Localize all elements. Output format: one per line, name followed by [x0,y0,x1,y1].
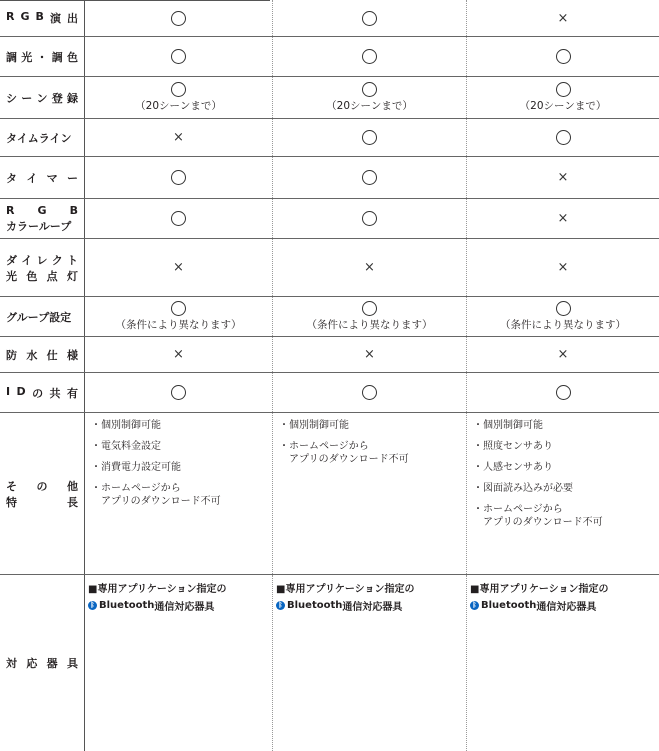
cell-rgb-3 [467,0,659,36]
label-top [6,478,78,494]
cell-dim-1 [85,37,273,76]
cell-timer-1 [85,157,273,198]
cell-scene-1 [85,77,273,118]
label-chars-char: 具 [66,657,78,670]
feature-list-2 [273,413,467,574]
label-chars [6,10,78,26]
label-chars-char: の [32,386,44,400]
label-bottom-char: 特 [6,495,17,509]
label-text: タイムライン [6,131,72,145]
cross-mark-icon: × [557,170,569,185]
row-other-features [0,413,659,575]
cell-rgbloop-1 [85,199,273,238]
label-chars-char: マ [46,171,58,185]
label-chars [6,90,78,106]
cross-mark-icon: × [557,347,569,362]
device-compat-text: 通信対応器具 [342,602,403,613]
feature-item [473,482,659,495]
bluetooth-word: Bluetooth [481,600,537,611]
label-bottom [6,268,78,284]
cell-idshare-3 [467,373,659,412]
device-cell-2 [273,575,467,751]
feature-item [279,440,466,466]
row-label-text [6,130,78,146]
label-chars-char: 調 [6,50,17,64]
cell-note: （20シーンまで） [326,100,413,112]
label-chars [6,49,78,65]
label-chars-char: 器 [46,657,58,670]
cell-timeline-2 [273,119,467,156]
row-rgbloop [0,199,659,239]
row-label-direct [0,239,85,296]
row-label-timeline [0,119,85,156]
device-line2 [88,598,272,613]
label-chars-char: I [6,384,11,398]
cell-timer-2 [273,157,467,198]
circle-mark-icon [171,170,186,185]
row-label-text [6,170,78,186]
feature-item [91,419,272,432]
feature-text-cont: アプリのダウンロード不可 [483,517,603,528]
row-label-text [6,347,78,363]
cell-note: （条件により異なります） [115,319,242,331]
cross-mark-icon: × [557,260,569,275]
label-text: グループ設定 [6,310,72,324]
label-top-char: レ [36,253,48,267]
feature-text: ・消費電力設定可能 [91,462,181,473]
device-line1: ■専用アプリケーション指定の [470,584,609,595]
cell-waterproof-3 [467,337,659,372]
cell-group-2 [273,297,467,336]
row-label-devices [0,575,85,751]
cell-scene-2 [273,77,467,118]
feature-item [91,482,272,508]
row-dim [0,37,659,77]
label-top-char: ダ [6,253,17,267]
circle-mark-icon [362,11,377,26]
feature-text: ・ホームページから [279,441,369,452]
circle-mark-icon [362,301,377,316]
cross-mark-icon: × [173,130,184,145]
cell-timeline-1 [85,119,273,156]
label-chars-char: ン [36,91,48,105]
label-chars-char: ・ [36,50,48,64]
label-top-char: の [36,479,48,493]
label-chars-char: D [16,384,26,398]
label-top [6,252,78,268]
label-bottom-char: 光 [6,269,17,283]
cell-waterproof-1 [85,337,273,372]
feature-item [473,503,659,529]
circle-mark-icon [556,82,571,97]
feature-text: ・人感センサあり [473,462,553,473]
circle-mark-icon [362,170,377,185]
bluetooth-icon: ᛒ [470,601,479,610]
label-chars-char: R [6,10,15,23]
row-label-text [6,90,78,106]
label-top-char: イ [21,253,33,267]
label-top-char: そ [6,479,17,493]
label-chars-char: 光 [21,50,33,64]
label-chars-char: 有 [66,386,78,400]
cross-mark-icon: × [364,260,375,275]
row-label-text [6,204,78,234]
row-rgb [0,0,659,37]
row-direct [0,239,659,297]
label-chars [6,655,78,671]
feature-list-1 [85,413,273,574]
bluetooth-word: Bluetooth [99,600,155,611]
row-label-text [6,385,78,401]
label-chars-char: 共 [49,386,61,400]
label-chars-char: 様 [66,348,78,362]
cell-group-1 [85,297,273,336]
feature-item [473,419,659,432]
row-label-idshare [0,373,85,412]
row-label-text [6,49,78,65]
row-label-rgb [0,0,85,36]
circle-mark-icon [556,49,571,64]
feature-item [91,461,272,474]
row-label-text [6,478,78,510]
feature-item [473,440,659,453]
cell-direct-2 [273,239,467,296]
feature-text: ・照度センサあり [473,441,553,452]
feature-text: ・図面読み込みが必要 [473,483,573,494]
device-cell-1 [85,575,273,751]
feature-text: ・個別制御可能 [473,420,543,431]
cross-mark-icon: × [557,10,569,26]
circle-mark-icon [556,301,571,316]
row-label-scene [0,77,85,118]
label-chars-char: ー [21,91,33,105]
label-bottom: カラーループ [6,219,72,233]
cell-rgb-2 [273,0,467,36]
circle-mark-icon [362,82,377,97]
label-chars-char: 調 [51,50,63,64]
circle-mark-icon [362,385,377,400]
circle-mark-icon [171,301,186,316]
circle-mark-icon [556,130,571,145]
row-devices [0,575,659,751]
cell-dim-3 [467,37,659,76]
cross-mark-icon: × [173,347,184,362]
label-chars-char: 水 [26,348,38,362]
label-chars-char: シ [6,91,17,105]
bluetooth-word: Bluetooth [287,600,343,611]
label-bottom-char: 長 [67,495,78,509]
feature-item [91,440,272,453]
row-label-rgbloop [0,199,85,238]
label-chars-char: G [20,10,30,23]
label-chars-char: 演 [49,12,61,25]
label-chars [6,170,78,186]
cell-scene-3 [467,77,659,118]
label-top-char: ト [67,253,78,267]
cross-mark-icon: × [557,211,569,226]
row-group [0,297,659,337]
row-label-other [0,413,85,574]
cell-rgbloop-2 [273,199,467,238]
row-label-dim [0,37,85,76]
feature-item [279,419,466,432]
circle-mark-icon [556,385,571,400]
label-chars-char: 対 [6,657,17,670]
cell-note: （20シーンまで） [135,100,222,112]
device-cell-3 [467,575,659,751]
label-chars-char: 応 [26,657,38,670]
cell-dim-2 [273,37,467,76]
device-line1: ■専用アプリケーション指定の [276,584,415,595]
row-label-text [6,252,78,284]
feature-text: ・ホームページから [91,483,181,494]
circle-mark-icon [171,211,186,226]
feature-text: ・ホームページから [473,504,563,515]
cell-direct-1 [85,239,273,296]
row-label-text [6,655,78,671]
label-bottom-char: 灯 [66,269,78,283]
feature-item [473,461,659,474]
cell-note: （条件により異なります） [500,319,626,331]
cell-group-3 [467,297,659,336]
circle-mark-icon [362,130,377,145]
label-chars [6,347,78,363]
cross-mark-icon: × [364,347,375,362]
circle-mark-icon [171,49,186,64]
device-line2 [276,598,466,613]
label-top-char: G [37,203,47,217]
cell-waterproof-2 [273,337,467,372]
cell-note: （20シーンまで） [519,100,607,112]
device-line1: ■専用アプリケーション指定の [88,584,227,595]
label-chars-char: タ [6,171,17,185]
label-chars-char: 出 [66,12,78,25]
row-label-waterproof [0,337,85,372]
cross-mark-icon: × [173,260,184,275]
label-chars-char: ー [66,171,78,185]
row-timeline [0,119,659,157]
bluetooth-icon: ᛒ [276,601,285,610]
feature-text-cont: アプリのダウンロード不可 [289,454,409,465]
device-compat-text: 通信対応器具 [536,602,597,613]
circle-mark-icon [171,11,186,26]
label-chars-char: B [35,10,44,23]
label-top-char: 他 [67,479,78,493]
cell-direct-3 [467,239,659,296]
row-idshare [0,373,659,413]
cell-note: （条件により異なります） [306,319,433,331]
bluetooth-icon: ᛒ [88,601,97,610]
circle-mark-icon [171,82,186,97]
feature-text-cont: アプリのダウンロード不可 [101,496,221,507]
cell-rgbloop-3 [467,199,659,238]
device-compat-text: 通信対応器具 [154,602,215,613]
cell-timeline-3 [467,119,659,156]
label-bottom-char: 点 [46,269,58,283]
circle-mark-icon [171,385,186,400]
device-line2 [470,598,659,613]
cell-idshare-1 [85,373,273,412]
cell-timer-3 [467,157,659,198]
cell-rgb-1 [85,0,273,36]
cell-idshare-2 [273,373,467,412]
label-top-char: ク [51,253,63,267]
row-scene [0,77,659,119]
feature-text: ・個別制御可能 [91,420,161,431]
row-label-text [6,309,78,325]
label-chars-char: 仕 [46,348,58,362]
feature-list-3 [467,413,659,574]
circle-mark-icon [362,211,377,226]
feature-text: ・個別制御可能 [279,420,349,431]
label-chars-char: 防 [6,348,17,362]
feature-text: ・電気料金設定 [91,441,161,452]
label-chars-char: 色 [67,50,78,64]
label-chars-char: 登 [51,91,63,105]
row-waterproof [0,337,659,373]
label-bottom [6,494,78,510]
row-label-text [6,10,78,26]
label-top-char: R [6,203,15,217]
label-chars-char: イ [26,171,38,185]
circle-mark-icon [362,49,377,64]
label-top-char: B [69,203,78,217]
label-top [6,204,78,217]
label-bottom-char: 色 [26,269,38,283]
label-chars [6,385,78,401]
row-label-timer [0,157,85,198]
row-label-group [0,297,85,336]
row-timer [0,157,659,199]
label-chars-char: 録 [67,91,78,105]
